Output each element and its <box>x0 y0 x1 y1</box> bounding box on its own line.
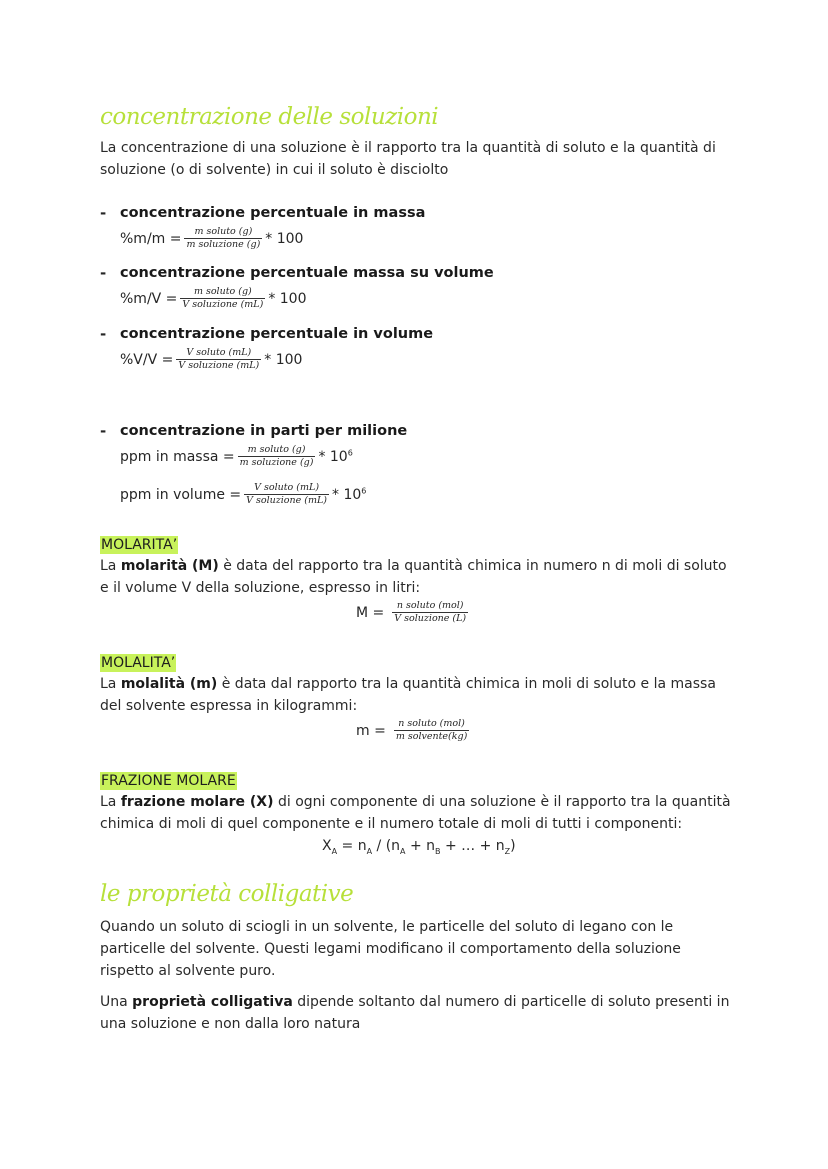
numerator: m soluto (g) <box>193 286 252 297</box>
intro-line-1: La concentrazione di una soluzione è il rapporto tra la quantità di soluto e la quantità di <box>100 140 716 156</box>
formula-lhs: m = <box>356 722 386 739</box>
numerator: n soluto (mol) <box>398 718 465 729</box>
fraction <box>184 226 262 251</box>
item-title-mass: concentrazione percentuale in massa <box>120 205 426 221</box>
frazione-line-2: chimica di moli di quel componente e il numero totale di moli di tutti i componenti: <box>100 816 683 832</box>
bullet-dash: - <box>100 264 107 282</box>
fraction <box>392 600 468 625</box>
denominator: V soluzione (mL) <box>246 495 328 506</box>
formula-molarita <box>356 600 471 625</box>
denominator: m soluzione (g) <box>186 239 261 250</box>
fraction <box>238 444 316 469</box>
intro-line-2: soluzione (o di solvente) in cui il soluto è disciolto <box>100 162 449 178</box>
section-title-proprieta: le proprietà colligative <box>100 881 354 907</box>
formula-tail: * $10^6$ <box>332 485 367 503</box>
bullet-dash: - <box>100 422 107 440</box>
denominator: V soluzione (L) <box>394 613 467 624</box>
denominator: m solvente(kg) <box>395 731 468 742</box>
formula-volume <box>120 347 302 372</box>
item-title-volume: concentrazione percentuale in volume <box>120 326 434 342</box>
fraction <box>394 718 469 743</box>
denominator: m soluzione (g) <box>239 457 314 468</box>
fraction <box>180 286 265 311</box>
label-molalita: MOLALITA’ <box>101 655 176 671</box>
formula-tail: * 100 <box>268 290 307 307</box>
formula-mass-volume <box>120 286 306 311</box>
section-title-concentrazione: concentrazione delle soluzioni <box>100 104 439 130</box>
formula-lhs: %m/V = <box>120 290 178 307</box>
numerator: V soluto (mL) <box>186 347 252 358</box>
molarita-line-1: La molarità (M) è data del rapporto tra la quantità chimica in numero n di moli di soluto <box>100 558 727 574</box>
colligative-p2-line-1: Una proprietà colligativa dipende soltanto dal numero di particelle di soluto presenti in <box>100 994 730 1010</box>
formula-mass <box>120 226 303 251</box>
denominator: V soluzione (mL) <box>182 299 264 310</box>
denominator: V soluzione (mL) <box>178 360 260 371</box>
formula-tail: * 100 <box>265 230 304 247</box>
colligative-p2-line-2: una soluzione e non dalla loro natura <box>100 1016 361 1032</box>
label-frazione-molare: FRAZIONE MOLARE <box>101 773 236 789</box>
item-title-ppm: concentrazione in parti per milione <box>120 423 408 439</box>
formula-tail: * 100 <box>264 351 303 368</box>
formula-tail: * $10^6$ <box>318 447 353 465</box>
item-title-mass-volume: concentrazione percentuale massa su volume <box>120 265 494 281</box>
formula-lhs: %V/V = <box>120 351 174 368</box>
formula-molalita <box>356 718 472 743</box>
formula-ppm-volume <box>120 482 366 507</box>
formula-lhs: ppm in massa = <box>120 448 235 465</box>
numerator: V soluto (mL) <box>254 482 320 493</box>
colligative-p1-line-2: particelle del solvente. Questi legami modificano il comportamento della soluzione <box>100 941 681 957</box>
label-molarita: MOLARITA’ <box>101 537 178 553</box>
numerator: n soluto (mol) <box>396 600 464 611</box>
numerator: m soluto (g) <box>194 226 253 237</box>
molalita-line-2: del solvente espressa in kilogrammi: <box>100 698 358 714</box>
formula-frazione: $X_A = n_A / (n_A + n_B$ + … + $n_Z$) <box>322 838 516 856</box>
bullet-dash: - <box>100 204 107 222</box>
bullet-dash: - <box>100 325 107 343</box>
molalita-line-1: La molalità (m) è data dal rapporto tra la quantità chimica in moli di soluto e la massa <box>100 676 716 692</box>
formula-lhs: ppm in volume = <box>120 486 242 503</box>
fraction <box>244 482 329 507</box>
formula-ppm-mass <box>120 444 353 469</box>
colligative-p1-line-1: Quando un soluto di sciogli in un solvente, le particelle del soluto di legano con le <box>100 919 674 935</box>
formula-lhs: %m/m = <box>120 230 182 247</box>
molarita-line-2: e il volume V della soluzione, espresso in litri: <box>100 580 421 596</box>
numerator: m soluto (g) <box>247 444 306 455</box>
fraction <box>176 347 261 372</box>
frazione-line-1: La frazione molare (X) di ogni componente di una soluzione è il rapporto tra la quantità <box>100 794 731 810</box>
colligative-p1-line-3: rispetto al solvente puro. <box>100 963 276 979</box>
formula-lhs: M = <box>356 604 385 621</box>
